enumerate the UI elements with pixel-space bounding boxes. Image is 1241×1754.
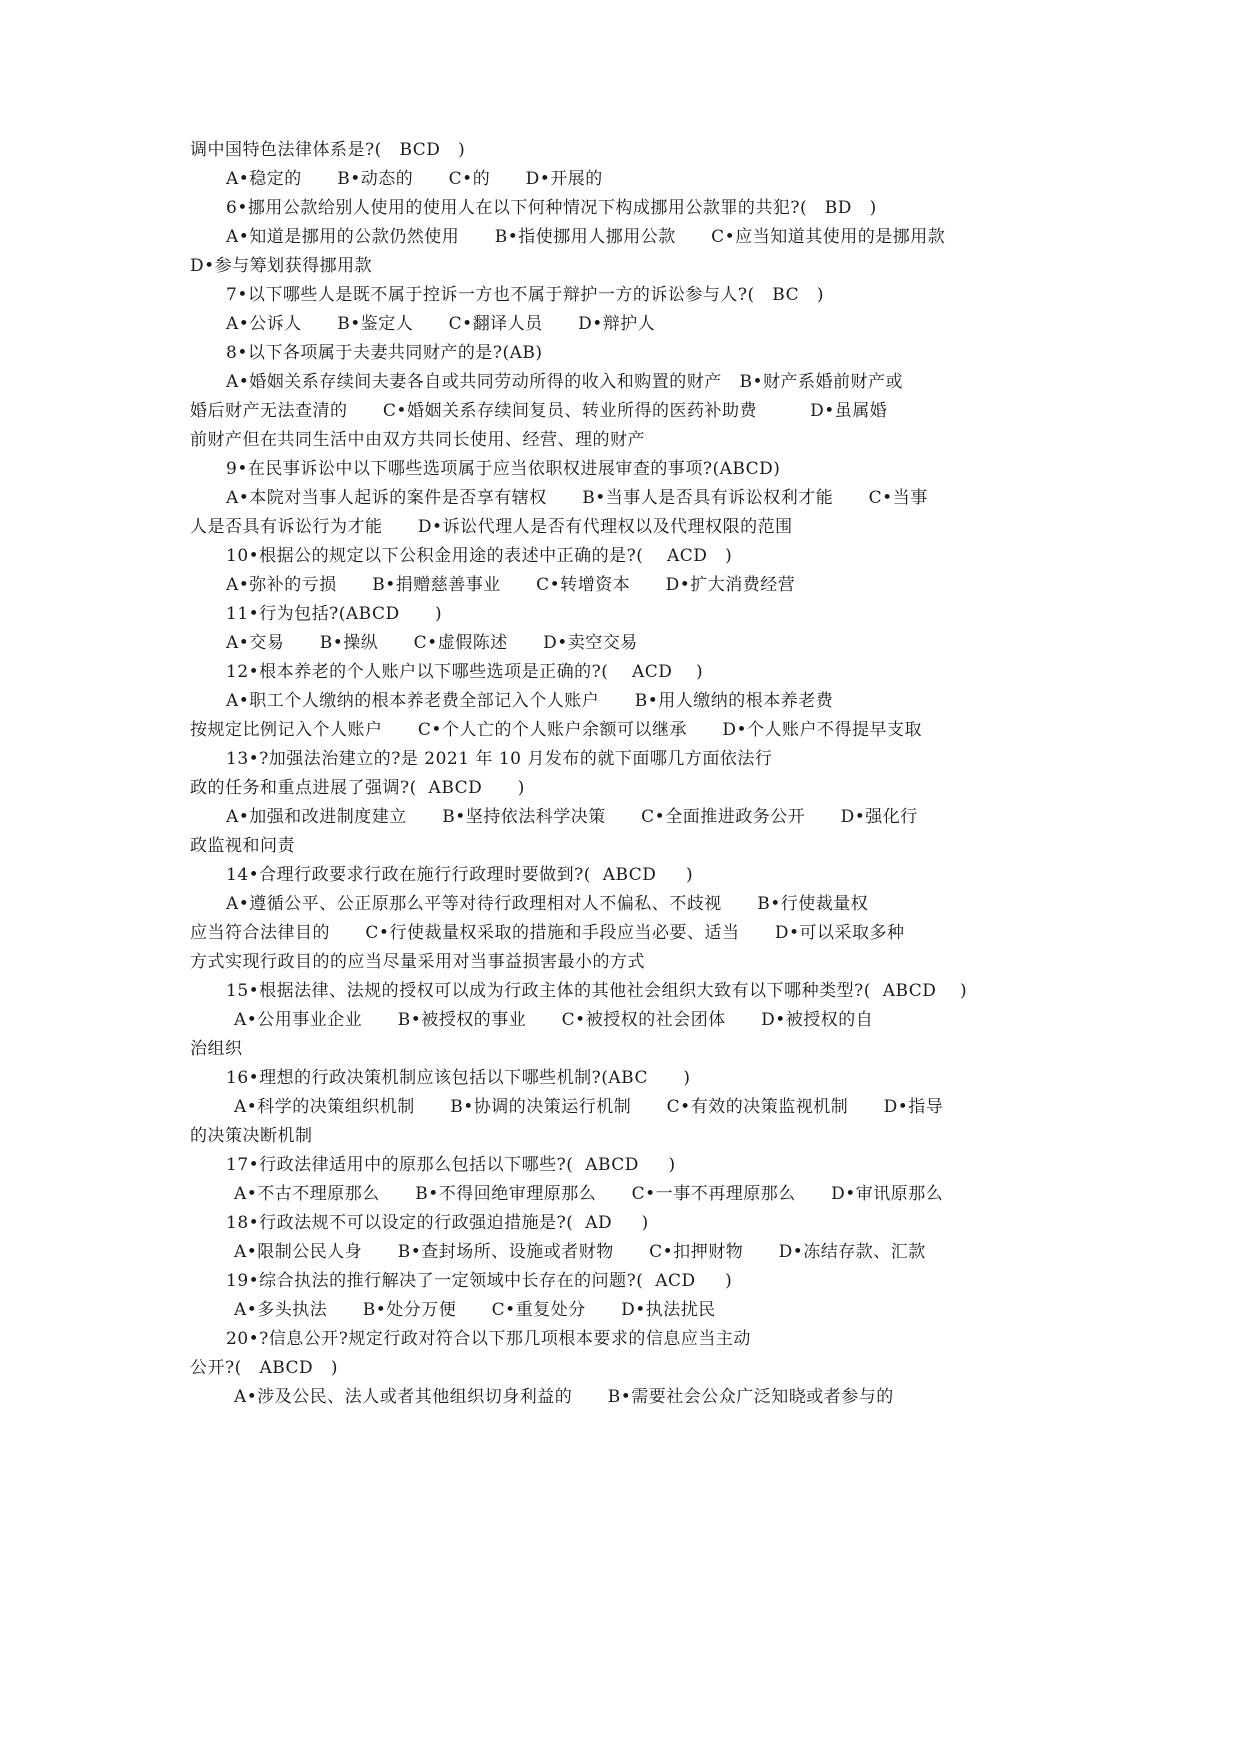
text-line: 13•?加强法治建立的?是 2021 年 10 月发布的就下面哪几方面依法行 (226, 749, 773, 769)
text-line: 前财产但在共同生活中由双方共同长使用、经营、理的财产 (190, 430, 645, 450)
text-line: 17•行政法律适用中的原那么包括以下哪些?( ABCD ) (226, 1155, 676, 1175)
text-line: 治组织 (190, 1039, 243, 1059)
text-line: A•婚姻关系存续间夫妻各自或共同劳动所得的收入和购置的财产 B•财产系婚前财产或 (226, 372, 904, 392)
text-line: 20•?信息公开?规定行政对符合以下那几项根本要求的信息应当主动 (226, 1329, 751, 1349)
text-line: 政监视和问责 (190, 836, 295, 856)
text-line: A•公用事业企业 B•被授权的事业 C•被授权的社会团体 D•被授权的自 (234, 1010, 874, 1030)
text-line: 7•以下哪些人是既不属于控诉一方也不属于辩护一方的诉讼参与人?( BC ) (226, 285, 824, 305)
text-line: 10•根据公的规定以下公积金用途的表述中正确的是?( ACD ) (226, 546, 733, 566)
text-line: A•加强和改进制度建立 B•坚持依法科学决策 C•全面推进政务公开 D•强化行 (226, 807, 918, 827)
text-line: 按规定比例记入个人账户 C•个人亡的个人账户余额可以继承 D•个人账户不得提早支取 (190, 720, 923, 740)
text-line: A•本院对当事人起诉的案件是否享有辖权 B•当事人是否具有诉讼权利才能 C•当事 (226, 488, 928, 508)
text-line: A•弥补的亏损 B•捐赠慈善事业 C•转增资本 D•扩大消费经营 (226, 575, 796, 595)
text-line: A•遵循公平、公正原那么平等对待行政理相对人不偏私、不歧视 B•行使裁量权 (226, 894, 869, 914)
text-line: A•不古不理原那么 B•不得回绝审理原那么 C•一事不再理原那么 D•审讯原那么 (234, 1184, 944, 1204)
text-line: 应当符合法律目的 C•行使裁量权采取的措施和手段应当必要、适当 D•可以采取多种 (190, 923, 905, 943)
text-line: A•多头执法 B•处分万便 C•重复处分 D•执法扰民 (234, 1300, 716, 1320)
text-line: 政的任务和重点进展了强调?( ABCD ) (190, 778, 525, 798)
text-line: A•涉及公民、法人或者其他组织切身利益的 B•需要社会公众广泛知晓或者参与的 (234, 1387, 894, 1407)
text-line: A•交易 B•操纵 C•虚假陈述 D•卖空交易 (226, 633, 638, 653)
text-line: 16•理想的行政决策机制应该包括以下哪些机制?(ABC ) (226, 1068, 691, 1088)
text-line: 方式实现行政目的的应当尽量采用对当事益损害最小的方式 (190, 952, 645, 972)
text-line: A•限制公民人身 B•查封场所、设施或者财物 C•扣押财物 D•冻结存款、汇款 (234, 1242, 926, 1262)
text-line: 18•行政法规不可以设定的行政强迫措施是?( AD ) (226, 1213, 649, 1233)
text-line: 9•在民事诉讼中以下哪些选项属于应当依职权进展审查的事项?(ABCD) (226, 459, 781, 479)
text-line: A•科学的决策组织机制 B•协调的决策运行机制 C•有效的决策监视机制 D•指导 (234, 1097, 944, 1117)
text-line: A•稳定的 B•动态的 C•的 D•开展的 (226, 169, 603, 189)
text-line: 19•综合执法的推行解决了一定领域中长存在的问题?( ACD ) (226, 1271, 733, 1291)
text-line: 婚后财产无法查清的 C•婚姻关系存续间复员、转业所得的医药补助费 D•虽属婚 (190, 401, 888, 421)
text-line: 8•以下各项属于夫妻共同财产的是?(AB) (226, 343, 543, 363)
text-line: 的决策决断机制 (190, 1126, 313, 1146)
text-line: 14•合理行政要求行政在施行行政理时要做到?( ABCD ) (226, 865, 694, 885)
text-line: A•知道是挪用的公款仍然使用 B•指使挪用人挪用公款 C•应当知道其使用的是挪用款 (226, 227, 946, 247)
text-line: 12•根本养老的个人账户以下哪些选项是正确的?( ACD ) (226, 662, 704, 682)
text-line: 15•根据法律、法规的授权可以成为行政主体的其他社会组织大致有以下哪种类型?( ABCD ) (226, 981, 968, 1001)
text-line: A•公诉人 B•鉴定人 C•翻译人员 D•辩护人 (226, 314, 656, 334)
text-line: A•职工个人缴纳的根本养老费全部记入个人账户 B•用人缴纳的根本养老费 (226, 691, 834, 711)
text-line: 人是否具有诉讼行为才能 D•诉讼代理人是否有代理权以及代理权限的范围 (190, 517, 793, 537)
text-line: 11•行为包括?(ABCD ) (226, 604, 443, 624)
text-line: D•参与筹划获得挪用款 (190, 256, 373, 276)
text-line: 调中国特色法律体系是?( BCD ) (190, 140, 466, 160)
text-line: 6•挪用公款给别人使用的使用人在以下何种情况下构成挪用公款罪的共犯?( BD ) (226, 198, 877, 218)
text-line: 公开?( ABCD ) (190, 1358, 339, 1378)
